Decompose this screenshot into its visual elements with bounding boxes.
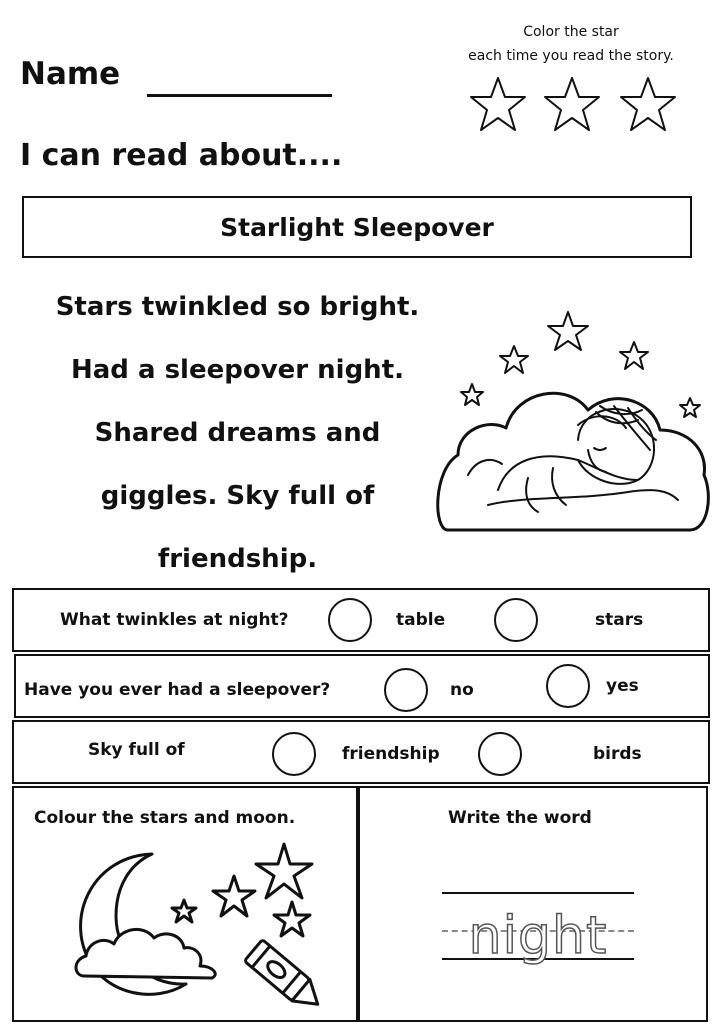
reading-star-3-icon[interactable] [621,78,675,130]
star-icon [213,876,255,916]
write-word-title: Write the word [448,808,592,828]
star-icon [548,312,588,350]
star-icon [274,902,310,936]
star-icon [500,346,528,373]
story-line: Shared dreams and [94,418,381,448]
star-icon [680,398,700,417]
answer-option: table [396,610,446,630]
answer-circle-birds[interactable] [478,732,522,776]
name-write-line[interactable] [147,94,332,97]
answer-option: friendship [342,744,440,764]
answer-circle-no[interactable] [384,668,428,712]
story-title: Starlight Sleepover [220,212,494,242]
write-word-panel [358,786,708,1022]
star-icon [620,342,648,369]
answer-circle-stars[interactable] [494,598,538,642]
story-line: giggles. Sky full of [100,481,375,511]
star-icon [461,384,483,405]
answer-option: stars [595,610,644,630]
star-instruction [440,20,702,68]
question-prompt: Have you ever had a sleepover? [24,680,331,700]
story-line: Had a sleepover night. [71,355,404,385]
star-icon [172,900,196,922]
star-icon [256,844,312,898]
question-row-1 [12,588,710,652]
reading-star-1-icon[interactable] [471,78,525,130]
answer-circle-table[interactable] [328,598,372,642]
crayon-icon [244,940,326,1015]
question-prompt: What twinkles at night? [60,610,289,630]
colour-activity-panel [12,786,358,1022]
writing-lines[interactable] [442,892,638,972]
answer-option: yes [606,676,639,696]
question-prompt: Sky full of [88,740,185,760]
sleeping-child-illustration [428,300,724,540]
intro-heading: I can read about.... [20,138,343,173]
story-line: friendship. [157,544,318,574]
question-row-2 [14,654,710,718]
story-line: Stars twinkled so bright. [55,292,420,322]
story-title-box [22,196,692,258]
answer-circle-friendship[interactable] [272,732,316,776]
answer-option: no [450,680,474,700]
name-label: Name [20,56,121,92]
colour-activity-title: Colour the stars and moon. [34,808,296,828]
star-instruction-line-1: Color the star [523,24,619,40]
question-row-3 [12,720,710,784]
answer-circle-yes[interactable] [546,664,590,708]
answer-option: birds [593,744,642,764]
star-instruction-line-2: each time you read the story. [468,48,674,64]
reading-stars [462,74,682,136]
cloud-pillow-icon [438,393,709,530]
reading-star-2-icon[interactable] [545,78,599,130]
trace-word: night [468,906,608,966]
moon-stars-illustration[interactable] [54,836,354,1016]
story-text [20,276,455,591]
